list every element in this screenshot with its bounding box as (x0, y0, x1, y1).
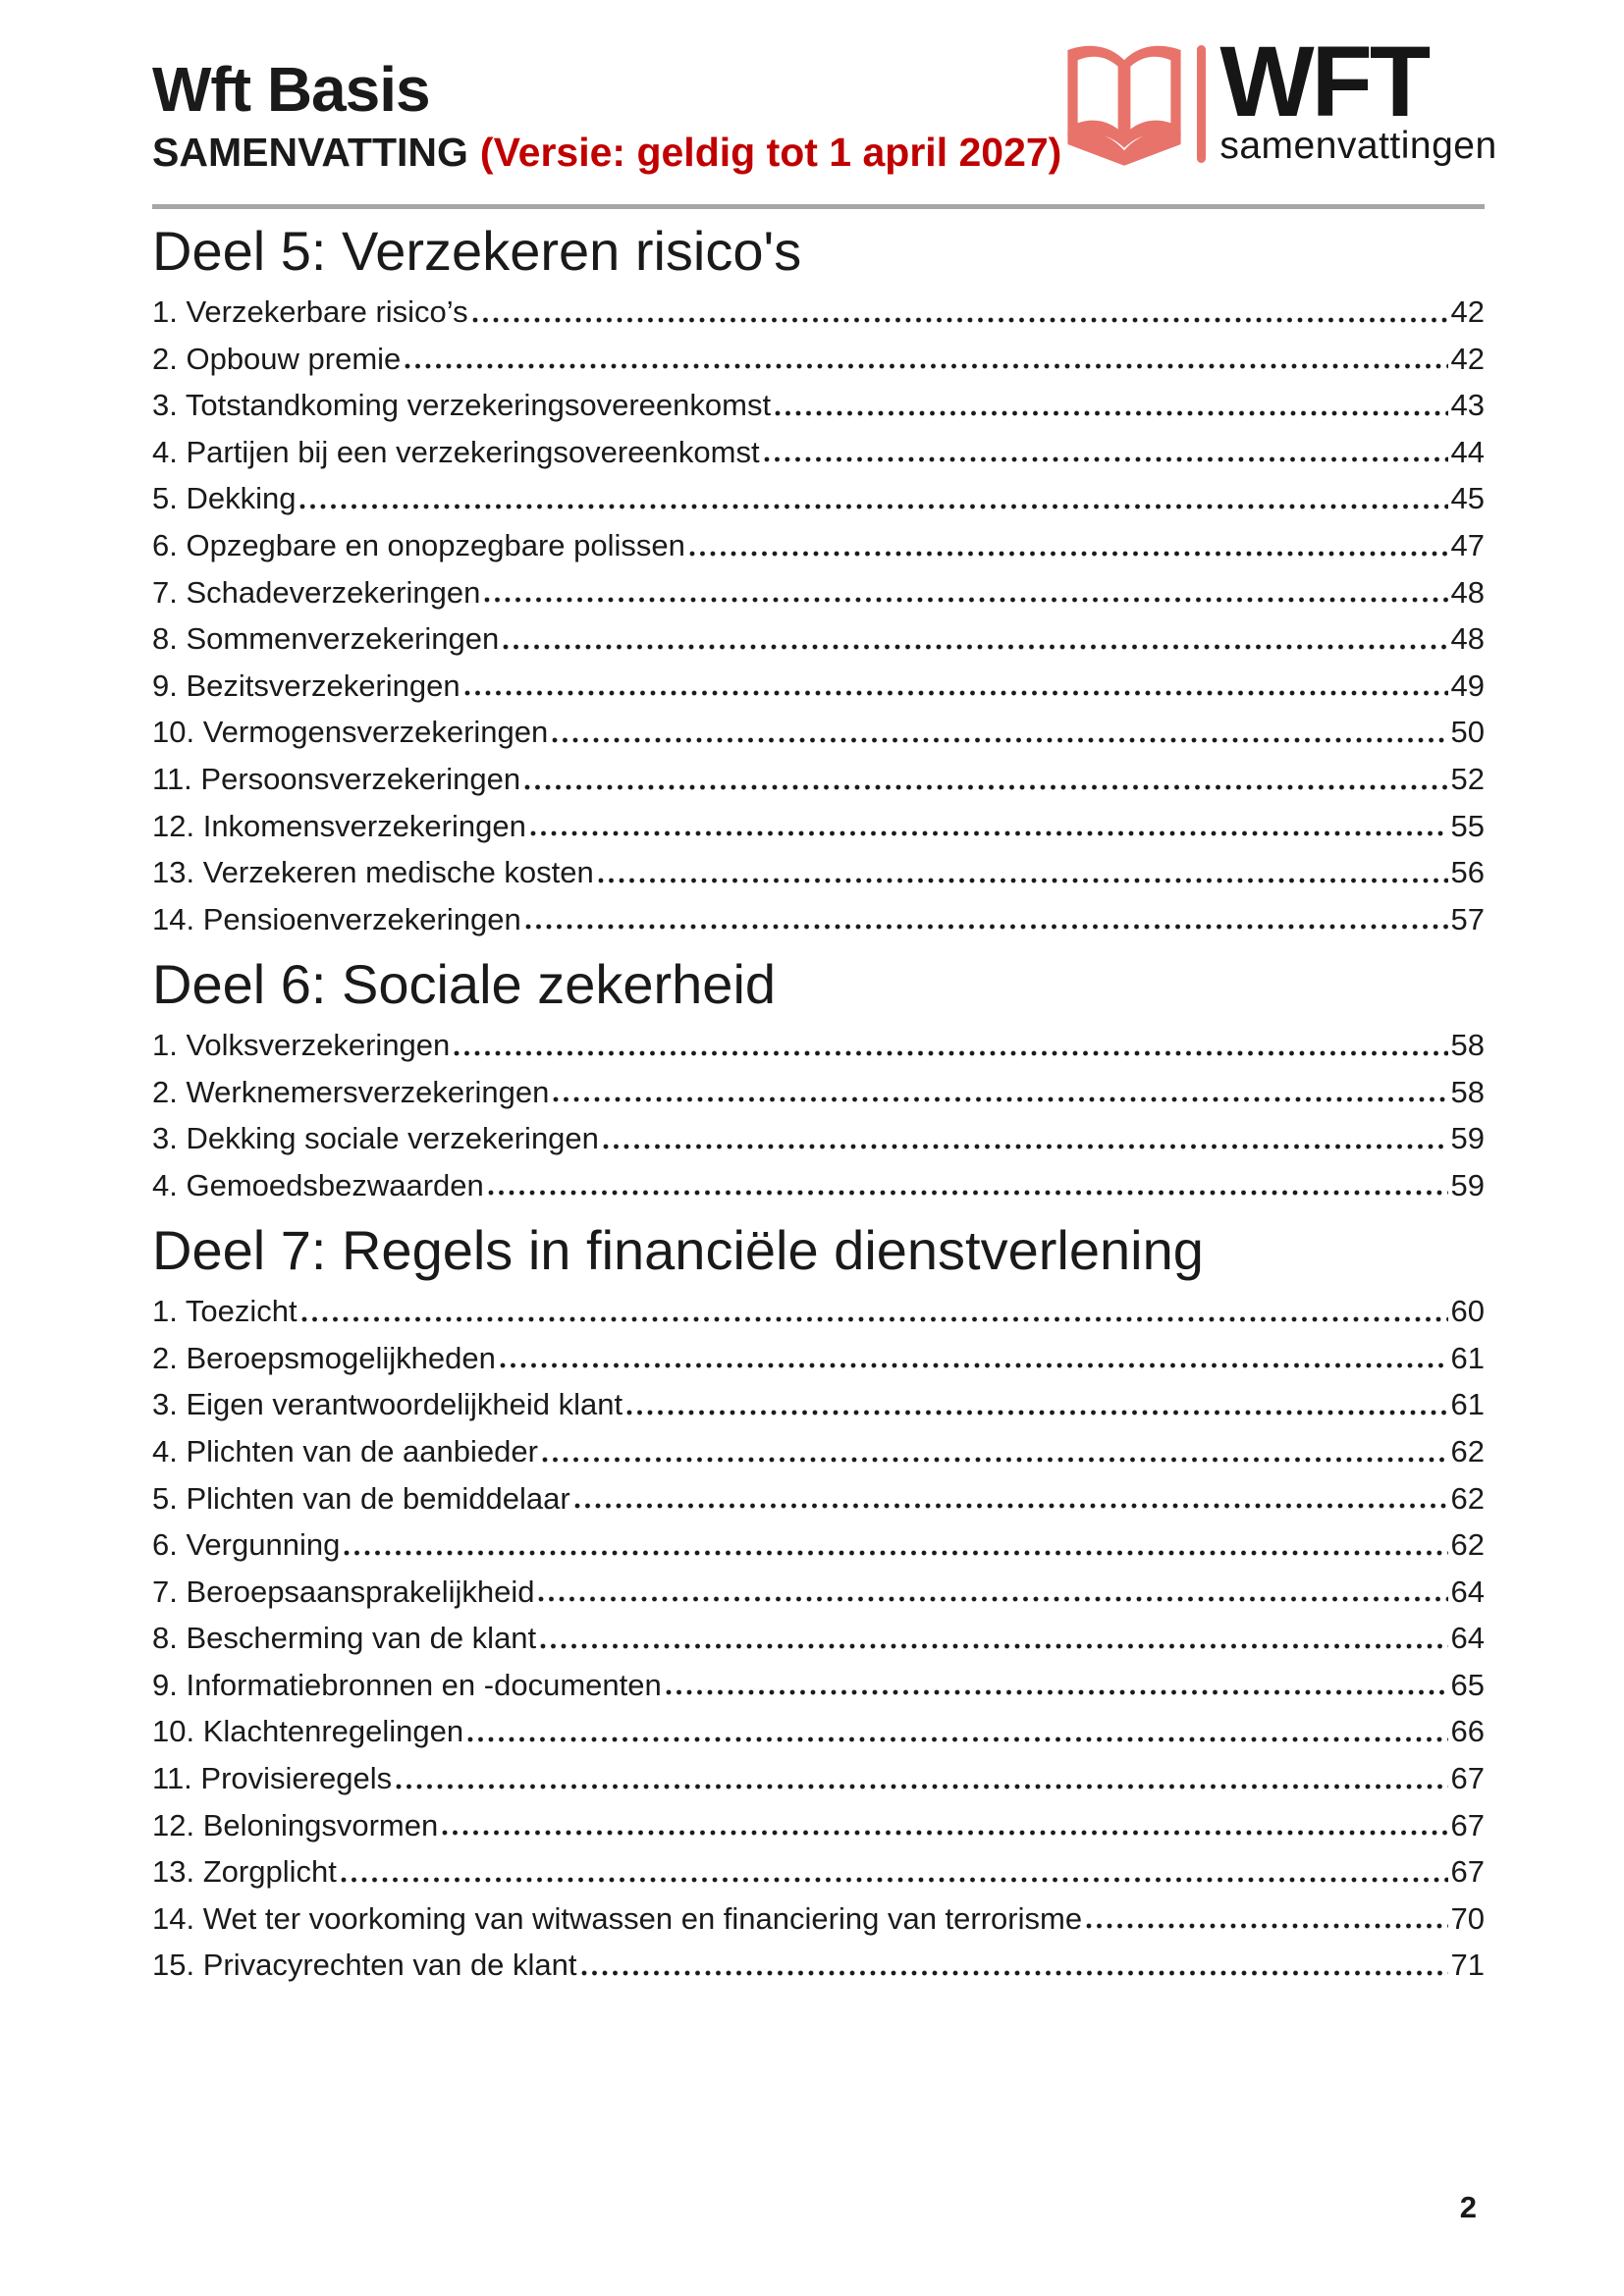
toc-page-number: 43 (1450, 388, 1485, 423)
toc-entry-label: 7. Beroepsaansprakelijkheid (152, 1574, 535, 1609)
toc-page-number: 67 (1450, 1854, 1485, 1890)
toc-entry-label: 12. Beloningsvormen (152, 1807, 439, 1842)
page-number: 2 (1459, 2190, 1477, 2224)
dot-leader (542, 1457, 1448, 1463)
page-header (152, 26, 1497, 176)
toc-entry-label: 13. Verzekeren medische kosten (152, 855, 594, 890)
toc-entry-label: 1. Verzekerbare risico’s (152, 294, 468, 329)
toc-entry[interactable] (152, 1942, 1485, 1989)
dot-leader (405, 363, 1447, 369)
dot-leader (775, 410, 1447, 416)
toc-entry[interactable] (152, 1615, 1485, 1662)
toc-page-number: 58 (1450, 1074, 1485, 1109)
dot-leader (538, 1596, 1447, 1602)
section-title: Deel 5: Verzekeren risico's (152, 220, 802, 283)
toc-entry[interactable] (152, 1288, 1485, 1335)
toc-entry[interactable] (152, 429, 1485, 476)
title-block (152, 39, 1061, 175)
toc-entry-label: 6. Vergunning (152, 1527, 341, 1563)
toc-entry-label: 9. Bezitsverzekeringen (152, 667, 460, 703)
section-title: Deel 6: Sociale zekerheid (152, 953, 777, 1016)
dot-leader (603, 1144, 1448, 1149)
toc-entry[interactable] (152, 1069, 1485, 1116)
toc-page-number: 42 (1450, 294, 1485, 329)
toc-page-number: 64 (1450, 1621, 1485, 1656)
dot-leader (598, 878, 1448, 883)
toc-page-number: 60 (1450, 1294, 1485, 1329)
toc-entry-label: 4. Partijen bij een verzekeringsovereenkomst (152, 434, 760, 469)
toc-entry-label: 8. Sommenverzekeringen (152, 621, 500, 657)
toc-entry-label: 9. Informatiebronnen en -documenten (152, 1667, 662, 1702)
toc-entry[interactable] (152, 1569, 1485, 1616)
header-divider-rule (152, 204, 1485, 209)
dot-leader (689, 551, 1448, 557)
dot-leader (454, 1050, 1447, 1056)
document-subtitle-line (152, 131, 1061, 175)
toc-entry-label: 6. Opzegbare en onopzegbare polissen (152, 527, 685, 562)
toc-entry[interactable] (152, 709, 1485, 756)
toc-entry[interactable] (152, 1381, 1485, 1428)
toc-page-number: 48 (1450, 574, 1485, 610)
toc-page-number: 67 (1450, 1807, 1485, 1842)
toc-page-number: 47 (1450, 527, 1485, 562)
dot-leader (396, 1784, 1447, 1789)
dot-leader (341, 1877, 1448, 1883)
toc-entry-label: 1. Toezicht (152, 1294, 298, 1329)
toc-page-number: 59 (1450, 1121, 1485, 1156)
toc-entry-label: 14. Pensioenverzekeringen (152, 901, 521, 936)
toc-entry-label: 4. Gemoedsbezwaarden (152, 1167, 484, 1202)
dot-leader (540, 1643, 1447, 1649)
toc-entry[interactable] (152, 1522, 1485, 1569)
toc-page-number: 62 (1450, 1480, 1485, 1516)
toc-page-number: 50 (1450, 715, 1485, 750)
dot-leader (666, 1689, 1448, 1695)
toc-entry-label: 3. Totstandkoming verzekeringsovereenkomst (152, 388, 772, 423)
dot-leader (581, 1970, 1448, 1976)
toc-page-number: 48 (1450, 621, 1485, 657)
toc-entry[interactable] (152, 1708, 1485, 1755)
toc-page-number: 49 (1450, 667, 1485, 703)
toc-page-number: 59 (1450, 1167, 1485, 1202)
toc-entry-label: 1. Volksverzekeringen (152, 1028, 451, 1063)
open-book-icon (1061, 41, 1187, 167)
dot-leader (552, 737, 1447, 743)
toc-page-number: 44 (1450, 434, 1485, 469)
toc-page-number: 71 (1450, 1948, 1485, 1983)
dot-leader (442, 1830, 1447, 1836)
toc-entry-label: 2. Beroepsmogelijkheden (152, 1340, 496, 1375)
toc-page-number: 64 (1450, 1574, 1485, 1609)
toc-entry-label: 3. Dekking sociale verzekeringen (152, 1121, 599, 1156)
toc-entry-label: 13. Zorgplicht (152, 1854, 337, 1890)
toc-entry[interactable] (152, 1115, 1485, 1162)
toc-page-number: 62 (1450, 1433, 1485, 1468)
toc-entry-label: 3. Eigen verantwoordelijkheid klant (152, 1387, 623, 1422)
toc-page-number: 42 (1450, 341, 1485, 376)
toc-entry-label: 4. Plichten van de aanbieder (152, 1433, 538, 1468)
dot-leader (472, 317, 1448, 323)
toc-entry-label: 5. Dekking (152, 481, 297, 516)
toc-page-number: 66 (1450, 1714, 1485, 1749)
dot-leader (301, 1316, 1448, 1322)
dot-leader (488, 1190, 1448, 1196)
toc-entry[interactable] (152, 569, 1485, 616)
dot-leader (500, 1362, 1448, 1368)
toc-entry[interactable] (152, 1848, 1485, 1896)
toc-entry-label: 11. Persoonsverzekeringen (152, 761, 521, 796)
logo-divider-bar (1197, 45, 1206, 163)
dot-leader (764, 456, 1448, 462)
dot-leader (524, 784, 1447, 790)
dot-leader (467, 1736, 1447, 1742)
toc-entry[interactable] (152, 289, 1485, 336)
toc-page-number: 67 (1450, 1761, 1485, 1796)
toc-page-number: 45 (1450, 481, 1485, 516)
document-subtitle: SAMENVATTING (152, 130, 468, 176)
dot-leader (484, 597, 1447, 603)
toc-entry[interactable] (152, 1475, 1485, 1522)
dot-leader (626, 1410, 1447, 1415)
toc-entry[interactable] (152, 1802, 1485, 1849)
toc-entry-label: 2. Werknemersverzekeringen (152, 1074, 550, 1109)
toc-page-number: 57 (1450, 901, 1485, 936)
toc-page-number: 70 (1450, 1900, 1485, 1936)
dot-leader (1086, 1923, 1447, 1929)
toc-entry[interactable] (152, 756, 1485, 803)
toc-page-number: 62 (1450, 1527, 1485, 1563)
dot-leader (344, 1550, 1447, 1556)
document-title: Wft Basis (152, 54, 430, 125)
logo-brand-subtitle: samenvattingen (1219, 124, 1497, 167)
toc-entry[interactable] (152, 1755, 1485, 1802)
toc-entry-label: 7. Schadeverzekeringen (152, 574, 481, 610)
toc-entry[interactable] (152, 1022, 1485, 1069)
toc-page-number: 52 (1450, 761, 1485, 796)
table-of-contents (152, 221, 1485, 1989)
toc-entry[interactable] (152, 1162, 1485, 1209)
toc-entry-label: 8. Bescherming van de klant (152, 1621, 537, 1656)
toc-entry-label: 10. Vermogensverzekeringen (152, 715, 549, 750)
toc-entry[interactable] (152, 1428, 1485, 1475)
toc-entry-label: 15. Privacyrechten van de klant (152, 1948, 577, 1983)
toc-page-number: 61 (1450, 1387, 1485, 1422)
toc-entry-label: 5. Plichten van de bemiddelaar (152, 1480, 570, 1516)
dot-leader (574, 1503, 1448, 1509)
dot-leader (525, 924, 1448, 930)
toc-entry[interactable] (152, 522, 1485, 569)
toc-page-number: 61 (1450, 1340, 1485, 1375)
dot-leader (553, 1096, 1447, 1102)
toc-page-number: 58 (1450, 1028, 1485, 1063)
version-note: (Versie: geldig tot 1 april 2027) (479, 130, 1062, 176)
toc-entry-label: 11. Provisieregels (152, 1761, 393, 1796)
toc-entry[interactable] (152, 382, 1485, 429)
dot-leader (530, 830, 1448, 836)
toc-page-number: 55 (1450, 808, 1485, 843)
dot-leader (299, 504, 1447, 509)
toc-entry[interactable] (152, 336, 1485, 383)
toc-entry-label: 14. Wet ter voorkoming van witwassen en financiering van terrorisme (152, 1900, 1083, 1936)
wft-samenvattingen-logo (1061, 26, 1497, 167)
toc-entry-label: 2. Opbouw premie (152, 341, 402, 376)
toc-entry-label: 12. Inkomensverzekeringen (152, 808, 526, 843)
toc-entry[interactable] (152, 1335, 1485, 1382)
toc-entry-label: 10. Klachtenregelingen (152, 1714, 464, 1749)
toc-entry[interactable] (152, 475, 1485, 522)
toc-page-number: 56 (1450, 855, 1485, 890)
toc-entry[interactable] (152, 663, 1485, 710)
section-title: Deel 7: Regels in financiële dienstverlening (152, 1219, 1204, 1282)
toc-entry[interactable] (152, 849, 1485, 896)
toc-entry[interactable] (152, 803, 1485, 850)
logo-text (1219, 26, 1497, 167)
dot-leader (464, 690, 1448, 696)
toc-entry[interactable] (152, 1896, 1485, 1943)
toc-page-number: 65 (1450, 1667, 1485, 1702)
toc-entry[interactable] (152, 615, 1485, 663)
toc-entry[interactable] (152, 1662, 1485, 1709)
dot-leader (503, 644, 1447, 650)
logo-brand: WFT (1219, 26, 1429, 137)
toc-entry[interactable] (152, 896, 1485, 943)
